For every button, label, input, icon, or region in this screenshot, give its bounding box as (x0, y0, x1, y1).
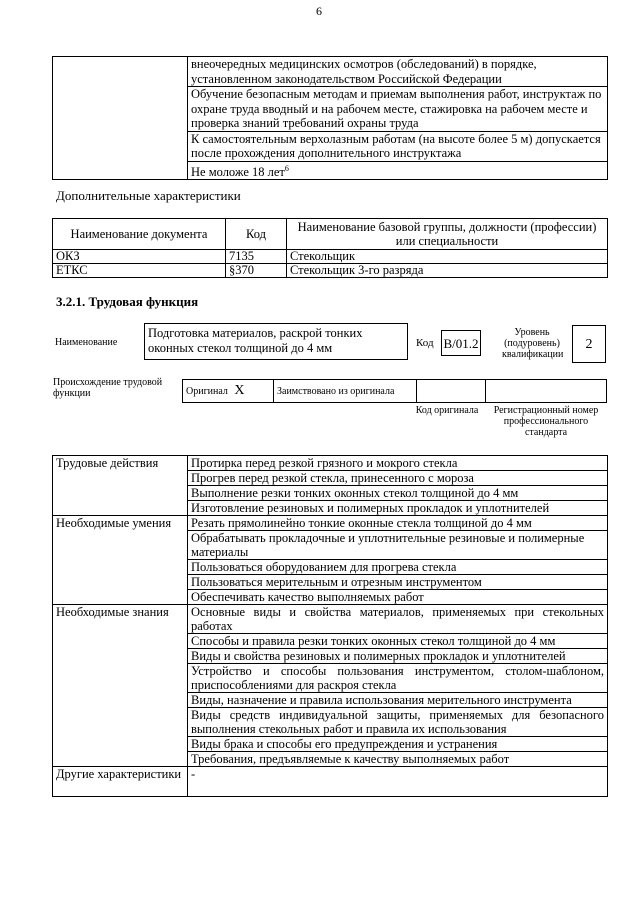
list-item: - (188, 767, 608, 797)
level-value-box: 2 (572, 325, 606, 363)
origin-original-cell (183, 380, 274, 403)
level-label: Уровень (подуровень) квалификации (502, 327, 564, 360)
header-code: Код (226, 219, 287, 250)
header-doc-name: Наименование документа (53, 219, 226, 250)
function-details-table (52, 455, 608, 797)
header-group-name: Наименование базовой группы, должности (профессии) или специальности (287, 219, 608, 250)
group-title-labor-actions: Трудовые действия (53, 456, 188, 516)
function-name-box: Подготовка материалов, раскрой тонких оконных стекол толщиной до 4 мм (144, 323, 408, 360)
list-item: Требования, предъявляемые к качеству выполняемых работ (188, 752, 608, 767)
group-title-other: Другие характеристики (53, 767, 188, 797)
list-item: Пользоваться мерительным и отрезным инструментом (188, 575, 608, 590)
code-original-cell (417, 380, 486, 403)
list-item: Виды, назначение и правила использования мерительного инструмента (188, 693, 608, 708)
page-number: 6 (316, 4, 322, 18)
list-item: Пользоваться оборудованием для прогрева стекла (188, 560, 608, 575)
list-item: Изготовление резиновых и полимерных прокладок и уплотнителей (188, 501, 608, 516)
requirement-row: К самостоятельным верхолазным работам (на высоте более 5 м) допускается после прохождения дополнительного инструктажа (188, 131, 608, 161)
origin-label: Происхождение трудовой функции (53, 377, 163, 399)
requirement-row: внеочередных медицинских осмотров (обследований) в порядке, установленном законодательством Российской Федерации (188, 57, 608, 87)
group-title-knowledge: Необходимые знания (53, 605, 188, 767)
requirements-table (52, 56, 608, 180)
list-item: Виды средств индивидуальной защиты, применяемых для безопасного выполнения стекольных работ и правила их использования (188, 708, 608, 737)
age-requirement: Не моложе 18 лет (191, 164, 285, 179)
reg-number-cell (486, 380, 607, 403)
list-item: Выполнение резки тонких оконных стекол толщиной до 4 мм (188, 486, 608, 501)
list-item: Устройство и способы пользования инструментом, столом-шаблоном, приспособлениями для раскроя стекла (188, 664, 608, 693)
list-item: Резать прямолинейно тонкие оконные стекла толщиной до 4 мм (188, 516, 608, 531)
group-title-skills: Необходимые умения (53, 516, 188, 605)
codes-cell: §370 (226, 264, 287, 278)
code-label: Код (416, 337, 434, 349)
code-original-label: Код оригинала (415, 405, 479, 416)
footnote-mark: 6 (284, 163, 289, 173)
empty-cell (53, 57, 188, 180)
list-item: Протирка перед резкой грязного и мокрого стекла (188, 456, 608, 471)
list-item: Виды и свойства резиновых и полимерных прокладок и уплотнителей (188, 649, 608, 664)
list-item: Виды брака и способы его предупреждения и устранения (188, 737, 608, 752)
codes-table (52, 218, 608, 278)
list-item: Прогрев перед резкой стекла, принесенного с мороза (188, 471, 608, 486)
codes-cell: Стекольщик (287, 250, 608, 264)
additional-characteristics-title: Дополнительные характеристики (56, 188, 241, 203)
list-item: Обрабатывать прокладочные и уплотнительные резиновые и полимерные материалы (188, 531, 608, 560)
list-item: Основные виды и свойства материалов, применяемых при стекольных работах (188, 605, 608, 634)
reg-number-label: Регистрационный номер профессионального стандарта (493, 405, 599, 438)
original-label: Оригинал (186, 386, 228, 397)
codes-cell: Стекольщик 3-го разряда (287, 264, 608, 278)
code-value-box: B/01.2 (441, 330, 481, 356)
codes-cell: ОКЗ (53, 250, 226, 264)
name-label: Наименование (55, 337, 118, 348)
section-title: 3.2.1. Трудовая функция (56, 294, 199, 309)
original-mark: X (234, 383, 245, 398)
list-item: Обеспечивать качество выполняемых работ (188, 590, 608, 605)
requirement-row: Обучение безопасным методам и приемам выполнения работ, инструктаж по охране труда вводный и на рабочем месте, стажировка на рабочем месте и проверка знаний требований охраны труда (188, 87, 608, 132)
codes-cell: 7135 (226, 250, 287, 264)
borrowed-cell: Заимствовано из оригинала (274, 380, 417, 403)
list-item: Способы и правила резки тонких оконных стекол толщиной до 4 мм (188, 634, 608, 649)
requirement-row (188, 161, 608, 180)
origin-table (182, 379, 607, 403)
codes-cell: ЕТКС (53, 264, 226, 278)
